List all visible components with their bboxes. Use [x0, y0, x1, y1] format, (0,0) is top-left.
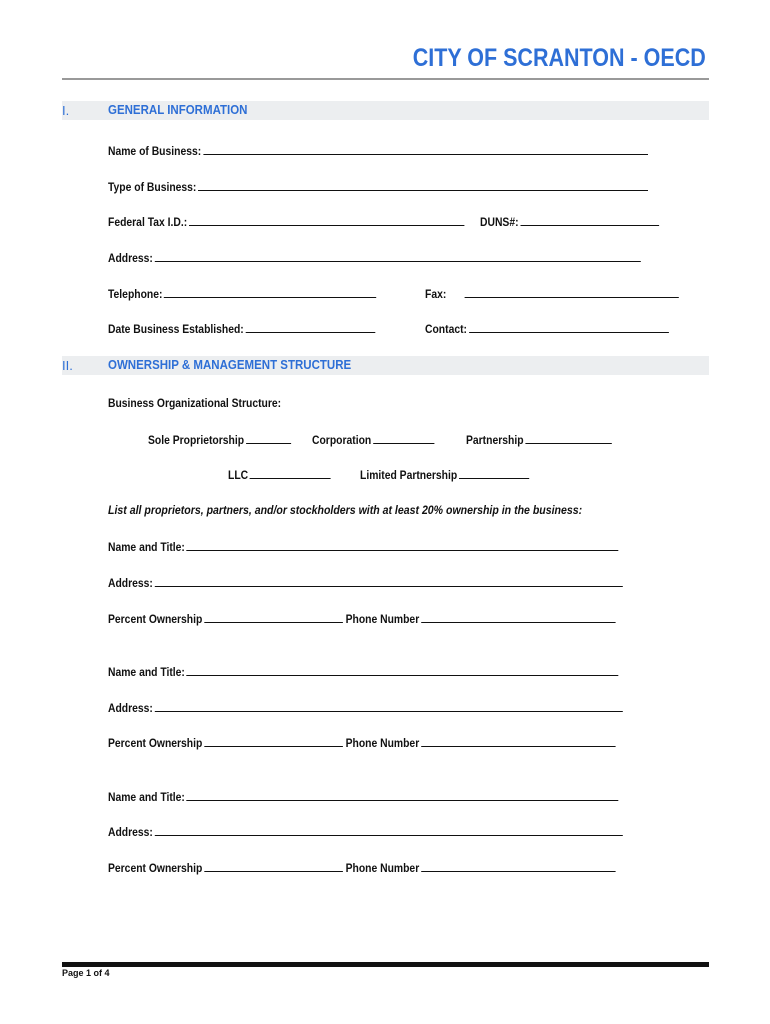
- option-label: Sole Proprietorship: [148, 435, 245, 447]
- owner-1-address-row: [108, 575, 623, 591]
- partnership-field[interactable]: [525, 432, 611, 444]
- fax-label: Fax:: [425, 289, 447, 301]
- name-title-label: Name and Title:: [108, 667, 185, 679]
- name-title-label: Name and Title:: [108, 542, 185, 554]
- owner-1-address-field[interactable]: [155, 575, 623, 587]
- option-corporation: [312, 432, 434, 448]
- owner-1-name-field[interactable]: [187, 539, 619, 551]
- date-established-row: [108, 321, 375, 337]
- section-number: I.: [62, 103, 70, 118]
- option-label: Partnership: [466, 435, 524, 447]
- owner-2-address-row: [108, 700, 623, 716]
- owner-3-address-row: [108, 824, 623, 840]
- business-name-label: Name of Business:: [108, 146, 202, 158]
- business-type-field[interactable]: [198, 179, 648, 191]
- phone-label: Phone Number: [345, 614, 420, 626]
- owner-address-label: Address:: [108, 703, 153, 715]
- name-title-label: Name and Title:: [108, 792, 185, 804]
- title-divider: [62, 78, 709, 80]
- business-type-row: [108, 179, 648, 195]
- owner-2-name-row: [108, 664, 619, 680]
- tax-id-row: [108, 214, 464, 230]
- option-llc: [228, 467, 331, 483]
- owner-1-percent-row: [108, 611, 615, 627]
- owner-address-label: Address:: [108, 827, 153, 839]
- corporation-field[interactable]: [373, 432, 434, 444]
- option-label: Corporation: [312, 435, 372, 447]
- option-sole-proprietorship: [148, 432, 291, 448]
- owner-2-percent-row: [108, 735, 615, 751]
- footer-divider: [62, 962, 709, 967]
- tax-id-label: Federal Tax I.D.:: [108, 217, 188, 229]
- owner-3-address-field[interactable]: [155, 824, 623, 836]
- contact-field[interactable]: [469, 321, 669, 333]
- section-header-ownership: [62, 356, 709, 375]
- option-partnership: [466, 432, 612, 448]
- address-row: [108, 250, 641, 266]
- tax-id-field[interactable]: [189, 214, 464, 226]
- address-field[interactable]: [155, 250, 641, 262]
- business-type-label: Type of Business:: [108, 182, 197, 194]
- telephone-row: [108, 286, 377, 302]
- owner-3-name-field[interactable]: [187, 789, 619, 801]
- owner-1-name-row: [108, 539, 619, 555]
- section-title: OWNERSHIP & MANAGEMENT STRUCTURE: [108, 358, 352, 372]
- section-number: II.: [62, 358, 73, 373]
- percent-label: Percent Ownership: [108, 614, 203, 626]
- percent-label: Percent Ownership: [108, 863, 203, 875]
- fax-row: [425, 286, 678, 302]
- owner-2-percent-field[interactable]: [204, 735, 343, 747]
- owner-3-name-row: [108, 789, 619, 805]
- owner-1-percent-field[interactable]: [204, 611, 343, 623]
- page-number: Page 1 of 4: [62, 968, 110, 978]
- ownership-note: List all proprietors, partners, and/or stockholders with at least 20% ownership in the business:: [108, 503, 583, 517]
- telephone-field[interactable]: [164, 286, 376, 298]
- date-established-field[interactable]: [246, 321, 376, 333]
- phone-label: Phone Number: [345, 863, 420, 875]
- owner-2-phone-field[interactable]: [421, 735, 615, 747]
- document-title: CITY OF SCRANTON - OECD: [412, 44, 706, 72]
- limited-partnership-field[interactable]: [459, 467, 529, 479]
- phone-label: Phone Number: [345, 738, 420, 750]
- owner-2-address-field[interactable]: [155, 700, 623, 712]
- date-established-label: Date Business Established:: [108, 324, 244, 336]
- option-label: LLC: [228, 470, 249, 482]
- telephone-label: Telephone:: [108, 289, 163, 301]
- sole-proprietorship-field[interactable]: [246, 432, 291, 444]
- option-label: Limited Partnership: [360, 470, 458, 482]
- duns-label: DUNS#:: [480, 217, 519, 229]
- owner-1-phone-field[interactable]: [421, 611, 615, 623]
- option-limited-partnership: [360, 467, 529, 483]
- business-name-row: [108, 143, 648, 159]
- owner-3-percent-row: [108, 860, 615, 876]
- business-name-field[interactable]: [203, 143, 648, 155]
- section-title: GENERAL INFORMATION: [108, 103, 248, 117]
- owner-3-percent-field[interactable]: [204, 860, 343, 872]
- contact-row: [425, 321, 669, 337]
- fax-field[interactable]: [464, 286, 678, 298]
- owner-2-name-field[interactable]: [187, 664, 619, 676]
- llc-field[interactable]: [250, 467, 331, 479]
- section-header-general: [62, 101, 709, 120]
- contact-label: Contact:: [425, 324, 467, 336]
- owner-3-phone-field[interactable]: [421, 860, 615, 872]
- duns-field[interactable]: [520, 214, 659, 226]
- structure-label: Business Organizational Structure:: [108, 398, 282, 410]
- percent-label: Percent Ownership: [108, 738, 203, 750]
- owner-address-label: Address:: [108, 578, 153, 590]
- duns-row: [480, 214, 659, 230]
- address-label: Address:: [108, 253, 153, 265]
